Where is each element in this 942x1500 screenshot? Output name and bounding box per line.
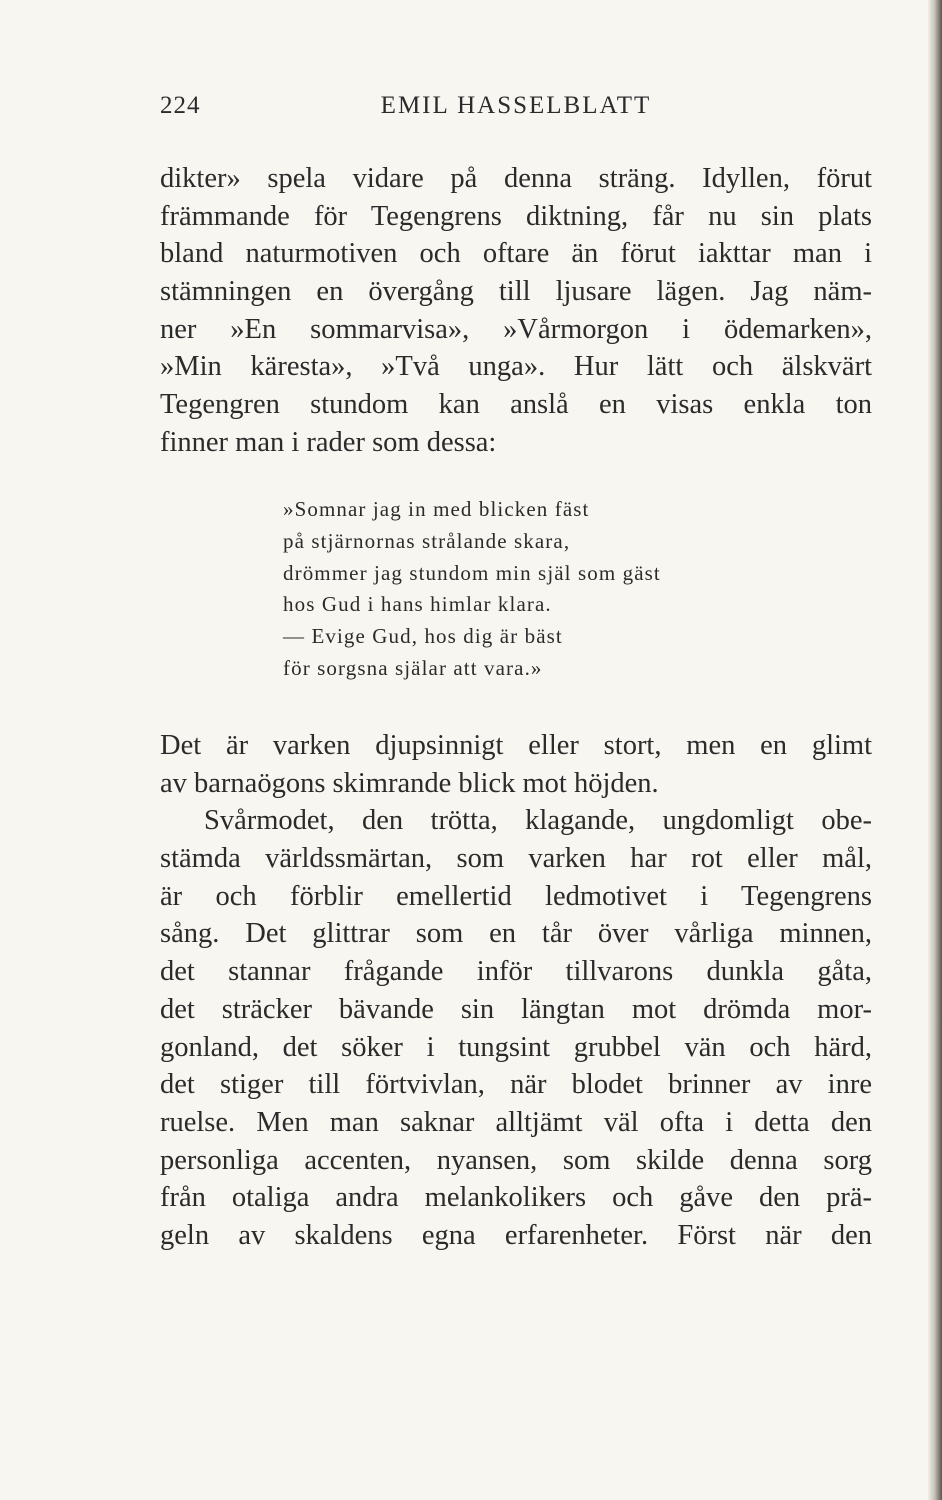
text-line: Tegengren stundom kan anslå en visas enkla ton (160, 389, 872, 421)
text-line: Det är varken djupsinnigt eller stort, men en glimt (160, 730, 872, 761)
text-line: ruelse. Men man saknar alltjämt väl ofta i detta den (160, 1106, 872, 1138)
text-line: stämda världssmärtan, som varken har rot eller mål, (160, 843, 872, 875)
poem-line: »Somnar jag in med blicken fäst (283, 497, 590, 521)
text-line: ner »En sommarvisa», »Vårmorgon i ödemarken», (160, 313, 872, 345)
text-line: geln av skaldens egna erfarenheter. Först när den (160, 1219, 872, 1251)
text-line: det stannar frågande inför tillvarons dunkla gåta, (160, 956, 872, 988)
text-line: gonland, det söker i tungsint grubbel vän och härd, (160, 1031, 872, 1063)
page-number: 224 (160, 92, 201, 119)
text-line: främmande för Tegengrens diktning, får nu sin plats (160, 200, 872, 232)
poem-line: på stjärnornas strålande skara, (283, 528, 571, 553)
text-line: av barnaögons skimrande blick mot höjden. (160, 767, 659, 799)
text-line: sång. Det glittrar som en tår över vårliga minnen, (160, 918, 872, 950)
text-line: från otaliga andra melankolikers och gåve den prä- (160, 1182, 872, 1214)
text-line: är och förblir emellertid ledmotivet i Tegengrens (160, 880, 872, 912)
paragraph-1 (160, 160, 872, 462)
text-line: dikter» spela vidare på denna sträng. Idyllen, förut (160, 163, 872, 194)
poem-line: — Evige Gud, hos dig är bäst (283, 624, 563, 649)
text-line: det sträcker bävande sin längtan mot drömda mor- (160, 993, 872, 1025)
text-line: »Min käresta», »Två unga». Hur lätt och älskvärt (160, 351, 872, 383)
poem-line: för sorgsna själar att vara.» (283, 655, 543, 680)
text-line: personliga accenten, nyansen, som skilde denna sorg (160, 1144, 872, 1176)
paragraph-2 (160, 727, 872, 1255)
text-line: det stiger till förtvivlan, när blodet brinner av inre (160, 1069, 872, 1101)
running-title: EMIL HASSELBLATT (380, 92, 652, 119)
poem-quote (283, 494, 661, 685)
page-edge (928, 0, 942, 1500)
text-line: stämningen en övergång till ljusare lägen. Jag näm- (160, 276, 872, 308)
text-line: finner man i rader som dessa: (160, 426, 497, 458)
poem-line: hos Gud i hans himlar klara. (283, 592, 552, 617)
page-header (160, 92, 872, 124)
text-line: bland naturmotiven och oftare än förut iakttar man i (160, 238, 872, 270)
text-line: Svårmodet, den trötta, klagande, ungdomligt obe- (204, 805, 872, 837)
poem-line: drömmer jag stundom min själ som gäst (283, 560, 661, 585)
